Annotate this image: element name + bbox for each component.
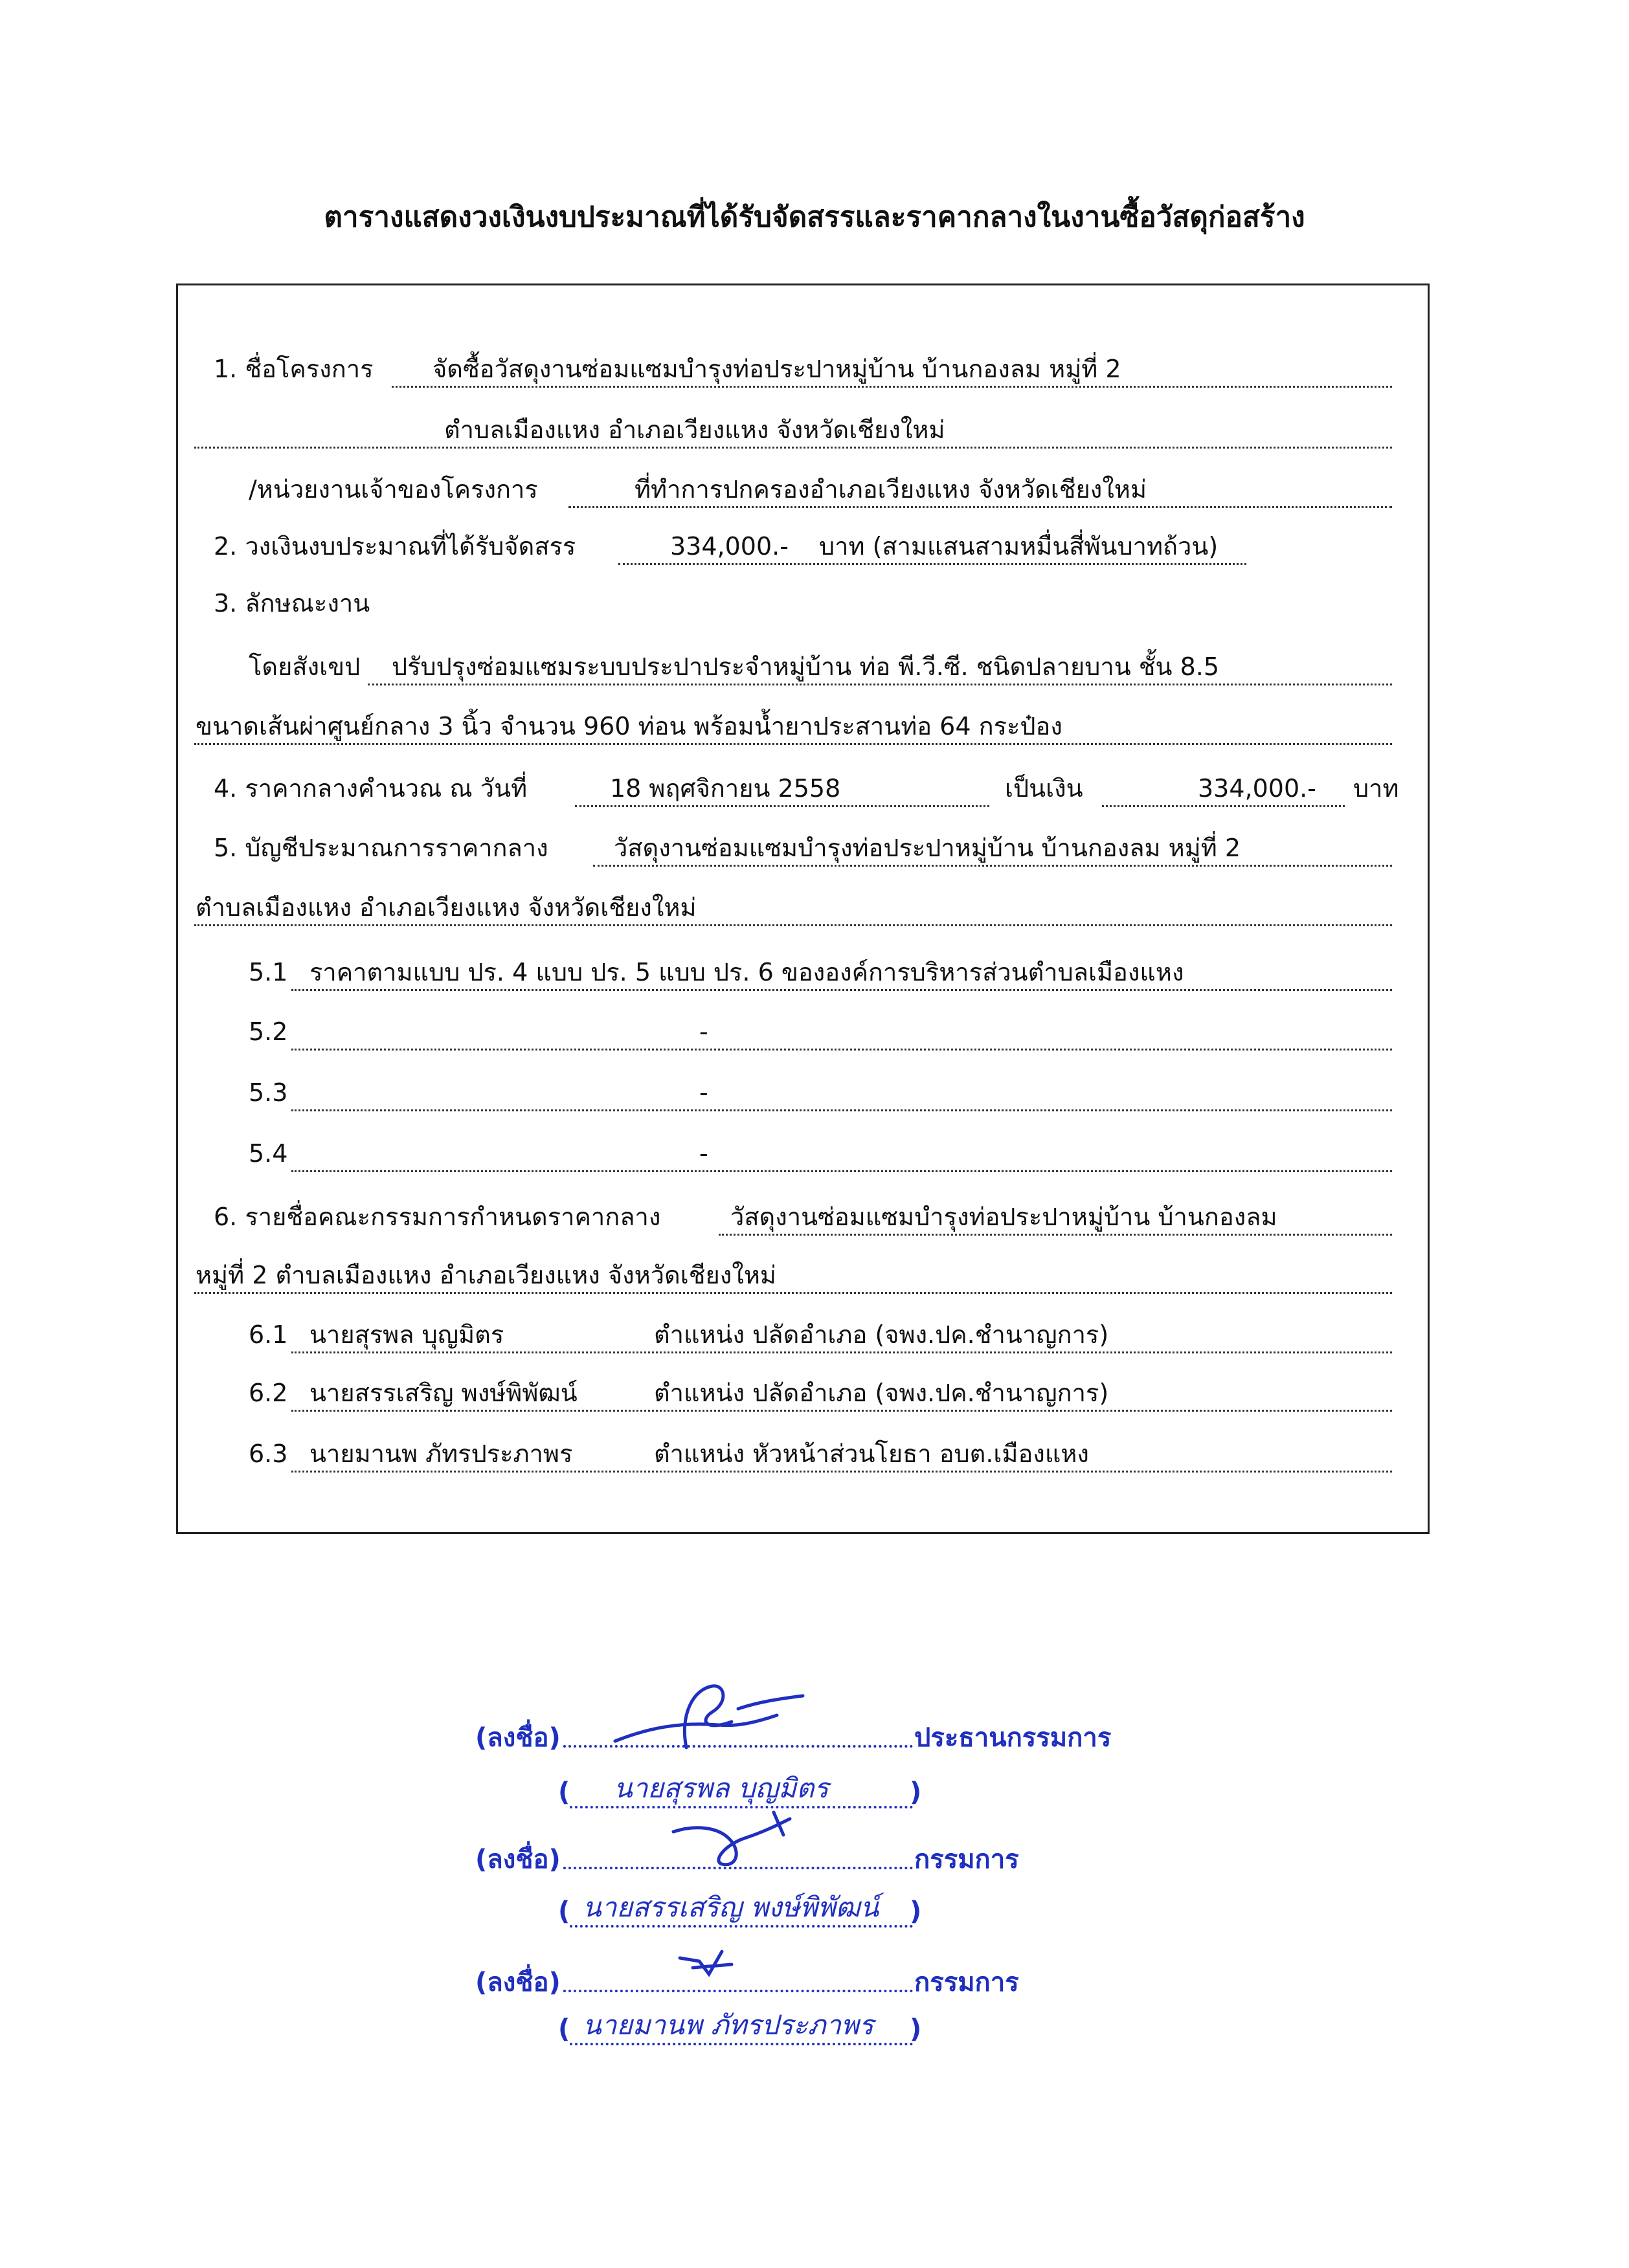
handwritten-signature-1 — [609, 1676, 816, 1754]
document-title: ตารางแสดงวงเงินงบประมาณที่ได้รับจัดสรรและราคากลางในงานซื้อวัสดุก่อสร้าง — [324, 201, 1305, 234]
member-3-position: ตำแหน่ง หัวหน้าส่วนโยธา อบต.เมืองแหง — [654, 1440, 1089, 1468]
estimate-label: 5. บัญชีประมาณการราคากลาง — [214, 834, 548, 862]
close-paren-2: ) — [910, 1896, 922, 1926]
handwritten-name-3: นายมานพ ภัทรประภาพร — [583, 2009, 874, 2041]
budget-amount: 334,000.- — [670, 532, 789, 561]
project-name-value: จัดซื้อวัสดุงานซ่อมแซมบำรุงท่อประปาหมู่บ้าน บ้านกองลม หมู่ที่ 2 — [433, 355, 1121, 383]
summary-line-1: ปรับปรุงซ่อมแซมระบบประปาประจำหมู่บ้าน ท่อ พี.วี.ซี. ชนิดปลายบาน ชั้น 8.5 — [392, 652, 1220, 681]
close-paren-3: ) — [910, 2014, 922, 2044]
dotted-line — [291, 1170, 1392, 1172]
item-5-1-label: 5.1 — [249, 958, 288, 986]
item-5-1-value: ราคาตามแบบ ปร. 4 แบบ ปร. 5 แบบ ปร. 6 ขององค์การบริหารส่วนตำบลเมืองแหง — [309, 958, 1184, 986]
median-price-date-label: 4. ราคากลางคำนวณ ณ วันที่ — [214, 774, 528, 803]
work-type-label: 3. ลักษณะงาน — [214, 589, 370, 617]
summary-label: โดยสังเขป — [249, 652, 361, 681]
median-price-date: 18 พฤศจิกายน 2558 — [610, 774, 841, 803]
project-location-value: ตำบลเมืองแหง อำเภอเวียงแหง จังหวัดเชียงใหม่ — [444, 416, 945, 444]
open-paren-1: ( — [558, 1777, 570, 1807]
role-member-2: กรรมการ — [914, 1968, 1019, 1997]
committee-value: วัสดุงานซ่อมแซมบำรุงท่อประปาหมู่บ้าน บ้านกองลม — [730, 1203, 1277, 1231]
member-3-label: 6.3 — [249, 1440, 288, 1468]
budget-unit: บาท (สามแสนสามหมื่นสี่พันบาทถ้วน) — [819, 532, 1219, 561]
member-1-name: นายสุรพล บุญมิตร — [309, 1320, 504, 1349]
handwritten-name-2: นายสรรเสริญ พงษ์พิพัฒน์ — [583, 1891, 879, 1923]
open-paren-3: ( — [558, 2014, 570, 2044]
sign-label-3: (ลงชื่อ) — [475, 1968, 561, 1997]
estimate-value: วัสดุงานซ่อมแซมบำรุงท่อประปาหมู่บ้าน บ้านกองลม หมู่ที่ 2 — [614, 834, 1241, 862]
committee-label: 6. รายชื่อคณะกรรมการกำหนดราคากลาง — [214, 1203, 661, 1231]
sign-label-1: (ลงชื่อ) — [475, 1723, 561, 1753]
close-paren-1: ) — [910, 1777, 922, 1807]
agency-value: ที่ทำการปกครองอำเภอเวียงแหง จังหวัดเชียงใหม่ — [635, 475, 1147, 504]
agency-label: /หน่วยงานเจ้าของโครงการ — [249, 475, 538, 504]
handwritten-name-1: นายสุรพล บุญมิตร — [614, 1772, 829, 1804]
member-2-label: 6.2 — [249, 1379, 288, 1407]
estimate-location: ตำบลเมืองแหง อำเภอเวียงแหง จังหวัดเชียงใหม่ — [196, 893, 697, 922]
member-1-label: 6.1 — [249, 1320, 288, 1349]
role-member-1: กรรมการ — [914, 1845, 1019, 1874]
member-3-name: นายมานพ ภัทรประภาพร — [309, 1440, 573, 1468]
median-price-money-label: เป็นเงิน — [1005, 774, 1083, 803]
median-price-amount: 334,000.- — [1198, 774, 1316, 803]
member-1-position: ตำแหน่ง ปลัดอำเภอ (จพง.ปค.ชำนาญการ) — [654, 1320, 1109, 1349]
item-5-3-label: 5.3 — [249, 1078, 288, 1107]
dotted-line — [291, 1109, 1392, 1111]
summary-line-2: ขนาดเส้นผ่าศูนย์กลาง 3 นิ้ว จำนวน 960 ท่อน พร้อมน้ำยาประสานท่อ 64 กระป๋อง — [196, 712, 1062, 740]
handwritten-signature-3 — [673, 1945, 751, 1984]
signature-dotted-line — [563, 1990, 913, 1992]
item-5-2-label: 5.2 — [249, 1017, 288, 1046]
member-2-position: ตำแหน่ง ปลัดอำเภอ (จพง.ปค.ชำนาญการ) — [654, 1379, 1109, 1407]
item-5-4-value: - — [699, 1139, 708, 1168]
committee-location: หมู่ที่ 2 ตำบลเมืองแหง อำเภอเวียงแหง จังหวัดเชียงใหม่ — [196, 1261, 776, 1289]
item-5-3-value: - — [699, 1078, 708, 1107]
median-price-unit: บาท — [1353, 774, 1399, 803]
item-5-4-label: 5.4 — [249, 1139, 288, 1168]
sign-label-2: (ลงชื่อ) — [475, 1845, 561, 1874]
project-name-label: 1. ชื่อโครงการ — [214, 355, 374, 383]
handwritten-signature-2 — [660, 1806, 816, 1877]
open-paren-2: ( — [558, 1896, 570, 1926]
dotted-line — [291, 1049, 1392, 1051]
member-2-name: นายสรรเสริญ พงษ์พิพัฒน์ — [309, 1379, 578, 1407]
item-5-2-value: - — [699, 1017, 708, 1046]
role-chair: ประธานกรรมการ — [914, 1723, 1112, 1753]
budget-label: 2. วงเงินงบประมาณที่ได้รับจัดสรร — [214, 532, 576, 561]
